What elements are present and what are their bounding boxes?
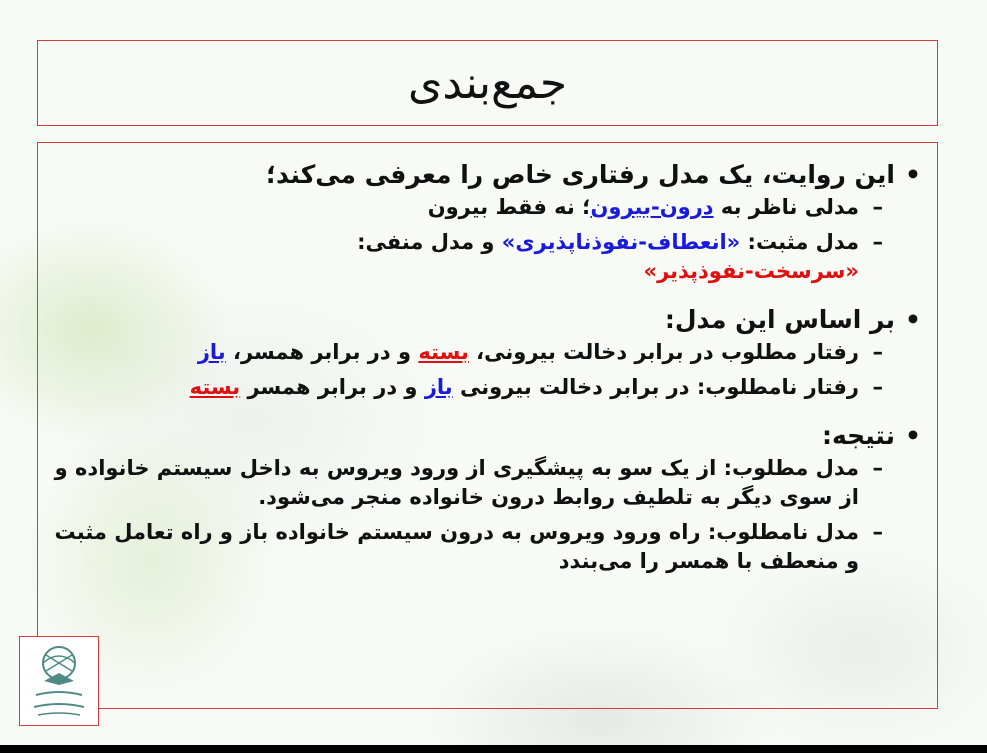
bottom-bar (0, 745, 987, 753)
text: و مدل منفی: (357, 230, 502, 254)
bullet-heading: • بر اساس این مدل: (50, 304, 923, 336)
highlight-link[interactable]: بسته (189, 375, 241, 399)
section-model (50, 304, 923, 402)
section-result (50, 420, 923, 576)
slide-content (50, 159, 923, 594)
sub-bullet (50, 193, 923, 222)
highlight-link[interactable]: بسته (418, 340, 469, 364)
section-intro (50, 159, 923, 286)
sub-bullet (50, 373, 923, 402)
sub-bullet (50, 228, 923, 286)
sub-bullet: – مدل نامطلوب: راه ورود ویروس به درون سیستم خانواده باز و راه تعامل مثبت و منعطف با همسر را می‌بندد (50, 518, 923, 576)
highlight-link[interactable]: باز (197, 340, 226, 364)
content-box (37, 142, 938, 709)
sub-bullet: – مدل مطلوب: از یک سو به پیشگیری از ورود ویروس به داخل سیستم خانواده و از سوی دیگر به تلطیف روابط درون خانواده منجر می‌شود. (50, 454, 923, 512)
text: مدلی ناظر به (713, 195, 859, 219)
bullet-heading: • نتیجه: (50, 420, 923, 452)
text: و در برابر همسر (240, 375, 425, 399)
institute-logo (19, 636, 99, 726)
highlight-link[interactable]: درون-بیرون (590, 195, 714, 219)
text: ؛ نه فقط بیرون (427, 195, 591, 219)
logo-emblem-icon (24, 641, 94, 721)
text: رفتار نامطلوب: در برابر دخالت بیرونی (452, 375, 859, 399)
highlight-negative: «سرسخت-نفوذپذیر» (643, 259, 859, 283)
text: رفتار مطلوب در برابر دخالت بیرونی، (468, 340, 859, 364)
title-box (37, 40, 938, 126)
text: مدل مثبت: (740, 230, 859, 254)
highlight-positive: «انعطاف-نفوذناپذیری» (501, 230, 741, 254)
highlight-link[interactable]: باز (424, 375, 453, 399)
bullet-heading: • این روایت، یک مدل رفتاری خاص را معرفی می‌کند؛ (50, 159, 923, 191)
slide-title: جمع‌بندی (407, 57, 568, 109)
text: و در برابر همسر، (225, 340, 419, 364)
sub-bullet (50, 338, 923, 367)
